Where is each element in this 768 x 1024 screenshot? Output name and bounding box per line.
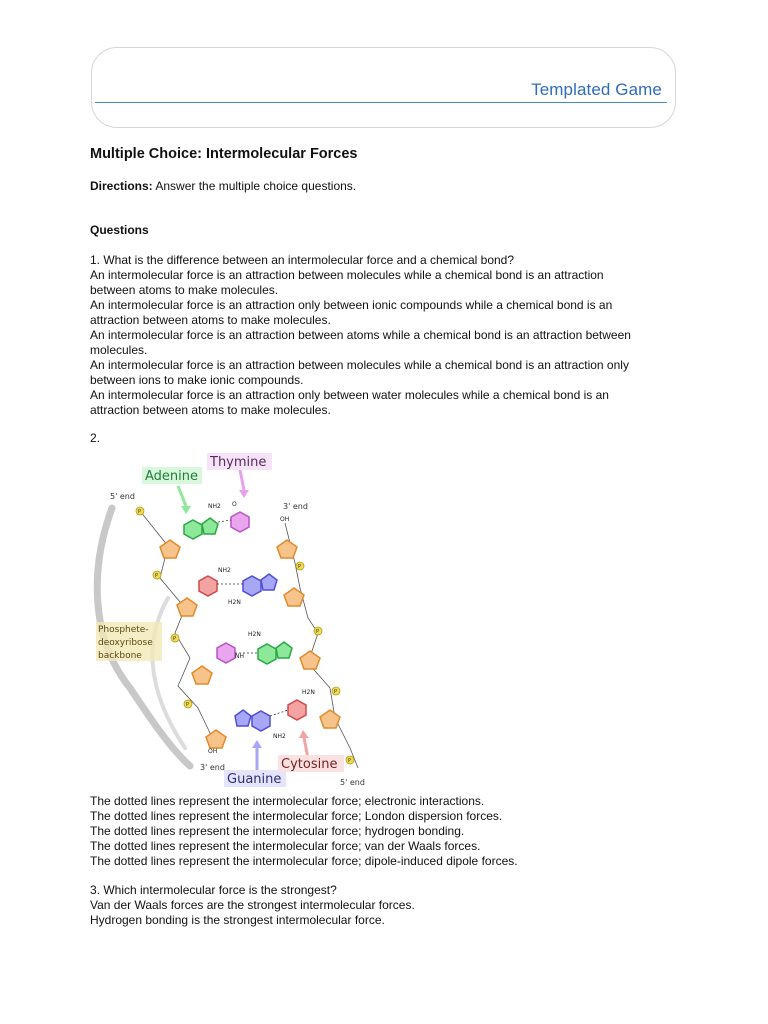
answer-line: An intermolecular force is an attraction only between water molecules while a chemical bond is an [90, 388, 609, 402]
atom-label: NH2 [218, 567, 231, 574]
page-title: Multiple Choice: Intermolecular Forces [90, 146, 358, 162]
atom-label: P [298, 564, 302, 570]
answer-line: attraction between atoms to make molecules. [90, 313, 331, 327]
answer-line: Hydrogen bonding is the strongest intermolecular force. [90, 913, 385, 927]
answer-line: between atoms to make molecules. [90, 283, 279, 297]
directions-label: Directions: [90, 179, 153, 193]
end-label: 5' end [110, 492, 135, 501]
question-prompt: 3. Which intermolecular force is the strongest? [90, 883, 337, 897]
atom-label: NH2 [273, 733, 286, 740]
backbone-label: backbone [98, 651, 142, 661]
atom-label: H2N [228, 599, 241, 606]
answer-line: between ions to make ionic compounds. [90, 373, 304, 387]
atom-label: O [232, 501, 237, 508]
atom-label: P [155, 573, 159, 579]
answer-line: The dotted lines represent the intermolecular force; van der Waals forces. [90, 839, 481, 853]
guanine-label: Guanine [227, 772, 282, 787]
thymine-ring [217, 643, 235, 663]
end-label: 5' end [340, 778, 365, 787]
header-title: Templated Game [531, 80, 662, 99]
atom-label: H2N [302, 689, 315, 696]
atom-label: NH2 [208, 503, 221, 510]
atom-label: P [334, 689, 338, 695]
question-2-answers [90, 794, 680, 869]
adenine-ring [258, 644, 276, 664]
guanine-ring [243, 576, 261, 596]
questions-heading: Questions [90, 223, 149, 237]
question-2-prompt: 2. [90, 431, 101, 445]
cytosine-ring [199, 576, 217, 596]
cytosine-label: Cytosine [281, 757, 338, 772]
atom-label: P [173, 636, 177, 642]
atom-label: OH [208, 748, 218, 755]
thymine-ring [231, 512, 249, 532]
directions-text: Answer the multiple choice questions. [152, 179, 357, 193]
answer-line: The dotted lines represent the intermolecular force; hydrogen bonding. [90, 824, 465, 838]
answer-line: An intermolecular force is an attraction between molecules while a chemical bond is an attraction only [90, 358, 629, 372]
question-3 [90, 883, 680, 928]
thymine-label: Thymine [210, 455, 267, 470]
adenine-ring [184, 520, 202, 539]
atom-label: H2N [248, 631, 261, 638]
end-label: 3' end [283, 502, 308, 511]
cytosine-ring [288, 700, 306, 720]
backbone-label: Phosphete- [98, 625, 149, 635]
dna-diagram [90, 448, 395, 793]
answer-line: An intermolecular force is an attraction between atoms while a chemical bond is an attraction between [90, 328, 631, 342]
answer-line: An intermolecular force is an attraction only between ionic compounds while a chemical bond is an [90, 298, 613, 312]
directions [90, 179, 356, 193]
guanine-ring [252, 711, 270, 731]
question-1 [90, 253, 680, 418]
answer-line: The dotted lines represent the intermolecular force; London dispersion forces. [90, 809, 503, 823]
backbone-label: deoxyribose [98, 638, 153, 648]
atom-label: P [186, 702, 190, 708]
answer-line: Van der Waals forces are the strongest intermolecular forces. [90, 898, 415, 912]
atom-label: OH [280, 516, 290, 523]
atom-label: P [348, 758, 352, 764]
adenine-label: Adenine [145, 469, 199, 484]
answer-line: The dotted lines represent the intermolecular force; dipole-induced dipole forces. [90, 854, 518, 868]
end-label: 3' end [200, 763, 225, 772]
atom-label: NH [235, 653, 244, 660]
answer-line: An intermolecular force is an attraction between molecules while a chemical bond is an attraction [90, 268, 604, 282]
question-prompt: 1. What is the difference between an intermolecular force and a chemical bond? [90, 253, 515, 267]
answer-line: The dotted lines represent the intermolecular force; electronic interactions. [90, 794, 485, 808]
atom-label: P [316, 629, 320, 635]
atom-label: P [138, 509, 142, 515]
answer-line: attraction between atoms to make molecules. [90, 403, 331, 417]
header-rule [95, 102, 667, 103]
answer-line: molecules. [90, 343, 148, 357]
